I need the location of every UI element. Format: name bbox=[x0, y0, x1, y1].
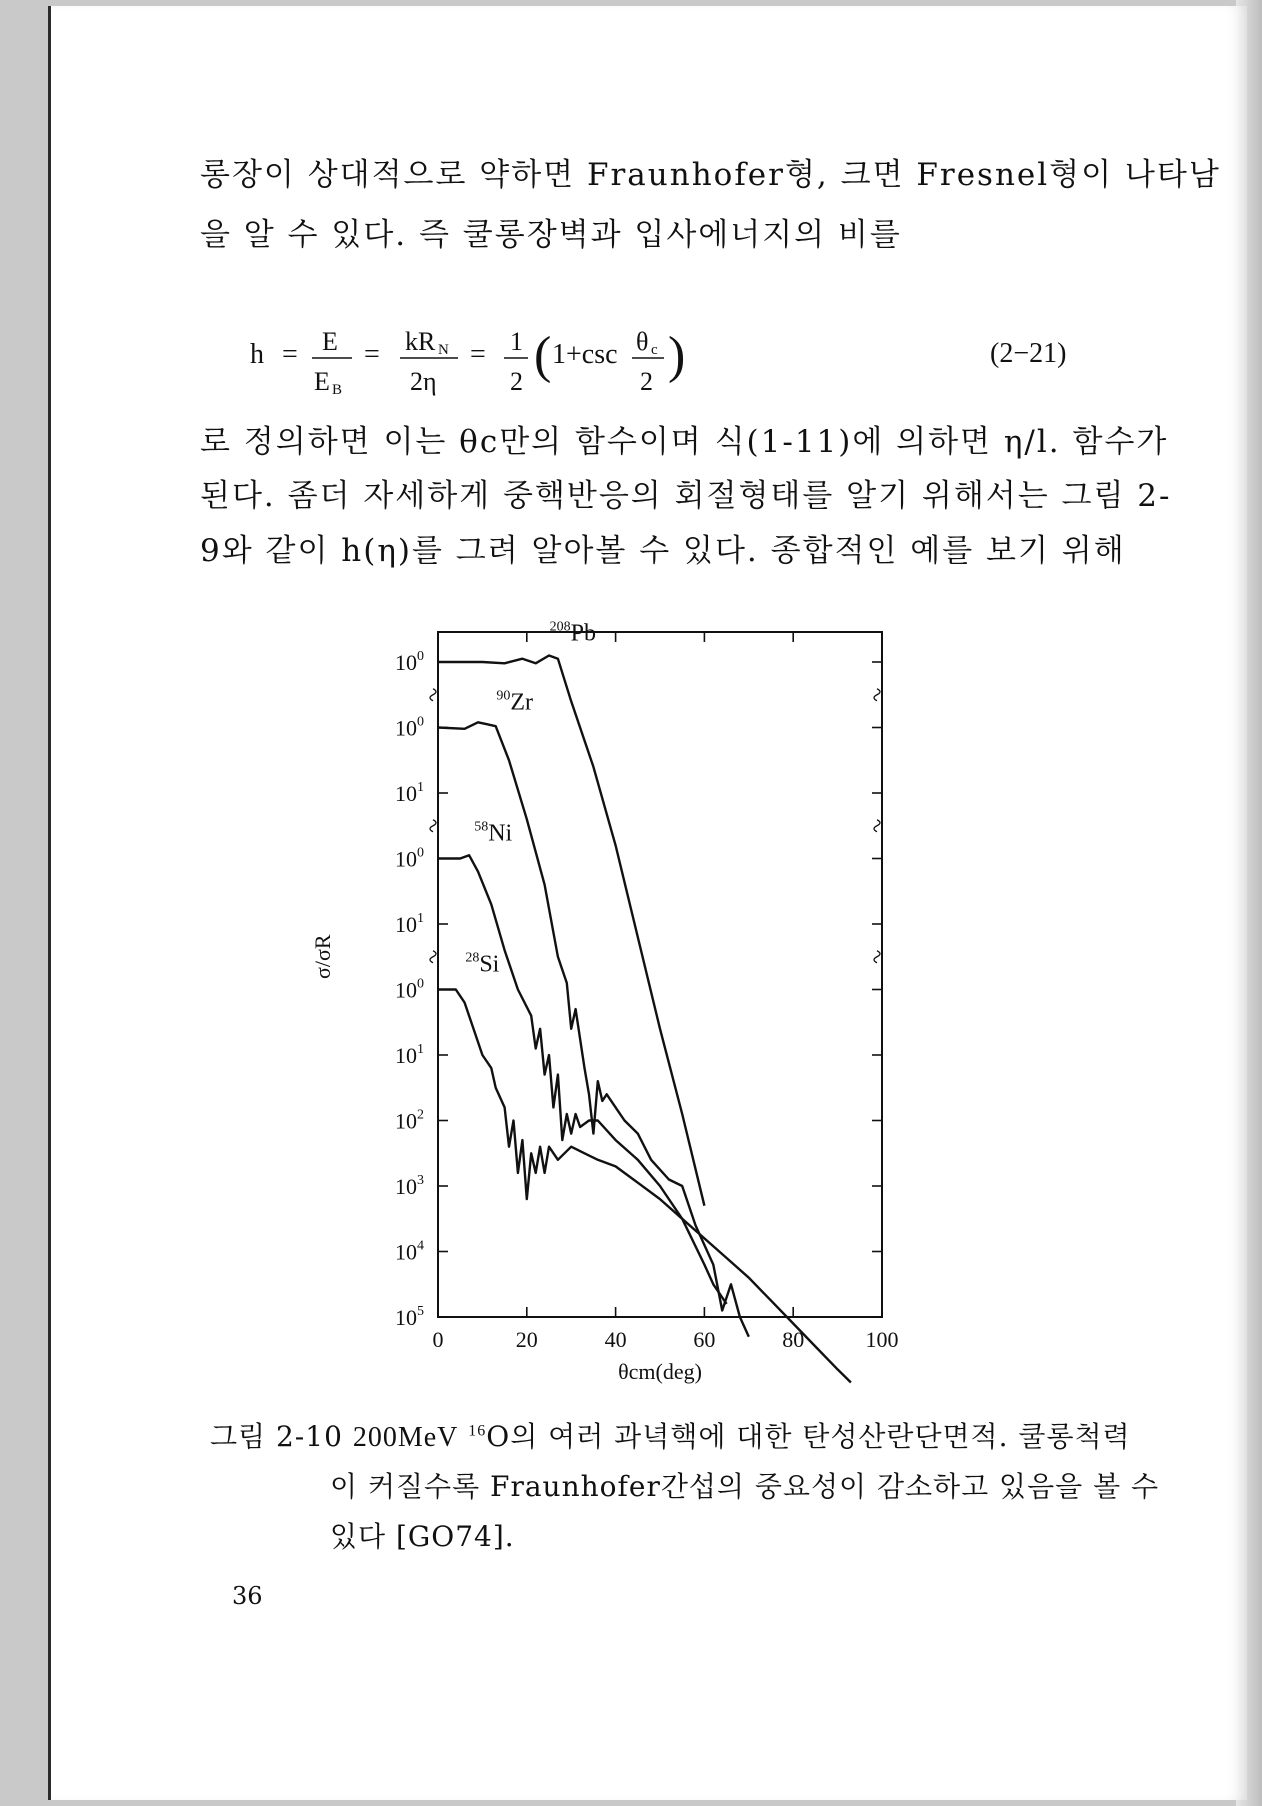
series-label-si: $^{28}$Si bbox=[465, 950, 500, 978]
x-tick-label: 60 bbox=[693, 1327, 716, 1352]
series-line-si bbox=[438, 990, 851, 1383]
caption-line1 bbox=[210, 1415, 1131, 1455]
eq-f1-den: E bbox=[314, 367, 330, 396]
paragraph1-line1: 롱장이 상대적으로 약하면 Fraunhofer형, 크면 Fresnel형이 나타남 bbox=[200, 157, 1221, 193]
series-label-ni: $^{58}$Ni bbox=[474, 819, 513, 847]
x-axis-label: θcm(deg) bbox=[618, 1359, 702, 1384]
y-tick-label: $10^2$ bbox=[395, 1107, 424, 1134]
caption-line3: 있다 [GO74]. bbox=[330, 1520, 515, 1553]
y-tick-label: $10^5$ bbox=[395, 1304, 424, 1330]
paragraph2-line1: 로 정의하면 이는 θc만의 함수이며 식(1-11)에 의하면 η/l. 함수가 bbox=[200, 424, 1169, 460]
y-axis-label: σ/σR bbox=[310, 934, 335, 980]
plot-frame bbox=[438, 632, 882, 1317]
y-tick-label: $10^4$ bbox=[395, 1238, 424, 1265]
y-tick-label: $10^1$ bbox=[395, 1042, 424, 1068]
paragraph2-line2: 된다. 좀더 자세하게 중핵반응의 회절형태를 알기 위해서는 그림 2- bbox=[200, 478, 1172, 514]
x-tick-label: 40 bbox=[604, 1327, 627, 1352]
caption-projectile-mass: 16 bbox=[468, 1422, 487, 1440]
series-label-pb: $^{208}$Pb bbox=[549, 619, 597, 647]
caption-line1-rest: 의 여러 과녁핵에 대한 탄성산란단면적. 쿨롱척력 bbox=[510, 1420, 1131, 1453]
caption-label: 그림 2-10 bbox=[210, 1420, 343, 1453]
y-tick-label: $10^0$ bbox=[395, 976, 424, 1003]
eq-f2-num: kR bbox=[405, 327, 436, 356]
caption-projectile-symbol: O bbox=[486, 1420, 511, 1453]
page-number: 36 bbox=[232, 1582, 263, 1610]
paragraph2-line3: 9와 같이 h(η)를 그려 알아볼 수 있다. 종합적인 예를 보기 위해 bbox=[200, 533, 1126, 569]
eq-f2-num-sub: N bbox=[438, 342, 449, 358]
axis-break-left bbox=[430, 689, 436, 701]
caption-line1-rest-a bbox=[458, 1420, 468, 1453]
series-label-zr: $^{90}$Zr bbox=[496, 688, 534, 716]
eq-f4-den: 2 bbox=[640, 367, 653, 396]
cross-section-chart bbox=[300, 610, 940, 1400]
paragraph1-line2: 을 알 수 있다. 즉 쿨롱장벽과 입사에너지의 비를 bbox=[200, 217, 902, 253]
axis-break-left bbox=[430, 951, 436, 963]
eq-f4-num: θ bbox=[636, 327, 649, 356]
axis-break-right bbox=[874, 951, 880, 963]
y-tick-label: $10^1$ bbox=[395, 780, 424, 806]
axis-break-right bbox=[874, 689, 880, 701]
eq-f4-num-sub: c bbox=[651, 342, 658, 358]
eq-equals-1: = bbox=[282, 339, 298, 370]
series-line-pb bbox=[438, 656, 704, 1206]
eq-f3-den: 2 bbox=[510, 367, 523, 396]
x-tick-label: 100 bbox=[865, 1327, 899, 1352]
eq-inner: 1+csc bbox=[552, 339, 618, 370]
eq-lhs: h bbox=[250, 339, 264, 370]
caption-energy: 200MeV bbox=[352, 1422, 459, 1453]
y-tick-label: $10^0$ bbox=[395, 714, 424, 741]
eq-f2-den: 2η bbox=[410, 367, 437, 396]
eq-f1-den-sub: B bbox=[332, 382, 343, 398]
equation bbox=[240, 310, 960, 400]
y-tick-label: $10^0$ bbox=[395, 845, 424, 872]
caption-line2: 이 커질수록 Fraunhofer간섭의 중요성이 감소하고 있음을 볼 수 bbox=[330, 1470, 1160, 1503]
axis-break-right bbox=[874, 820, 880, 832]
equation-number: (2−21) bbox=[990, 338, 1067, 369]
eq-equals-2: = bbox=[364, 339, 380, 370]
eq-paren-right: ) bbox=[668, 327, 686, 384]
series-line-ni bbox=[438, 855, 727, 1304]
x-tick-label: 80 bbox=[782, 1327, 805, 1352]
eq-paren-left: ( bbox=[534, 327, 552, 384]
axis-break-left bbox=[430, 820, 436, 832]
x-tick-label: 20 bbox=[515, 1327, 538, 1352]
x-tick-label: 0 bbox=[432, 1327, 444, 1352]
y-tick-label: $10^3$ bbox=[395, 1173, 424, 1199]
y-tick-label: $10^0$ bbox=[395, 649, 424, 675]
eq-f1-num: E bbox=[322, 327, 338, 356]
series-line-zr bbox=[438, 722, 749, 1336]
eq-equals-3: = bbox=[470, 339, 486, 370]
y-tick-label: $10^1$ bbox=[395, 911, 424, 937]
eq-f3-num: 1 bbox=[510, 327, 523, 356]
